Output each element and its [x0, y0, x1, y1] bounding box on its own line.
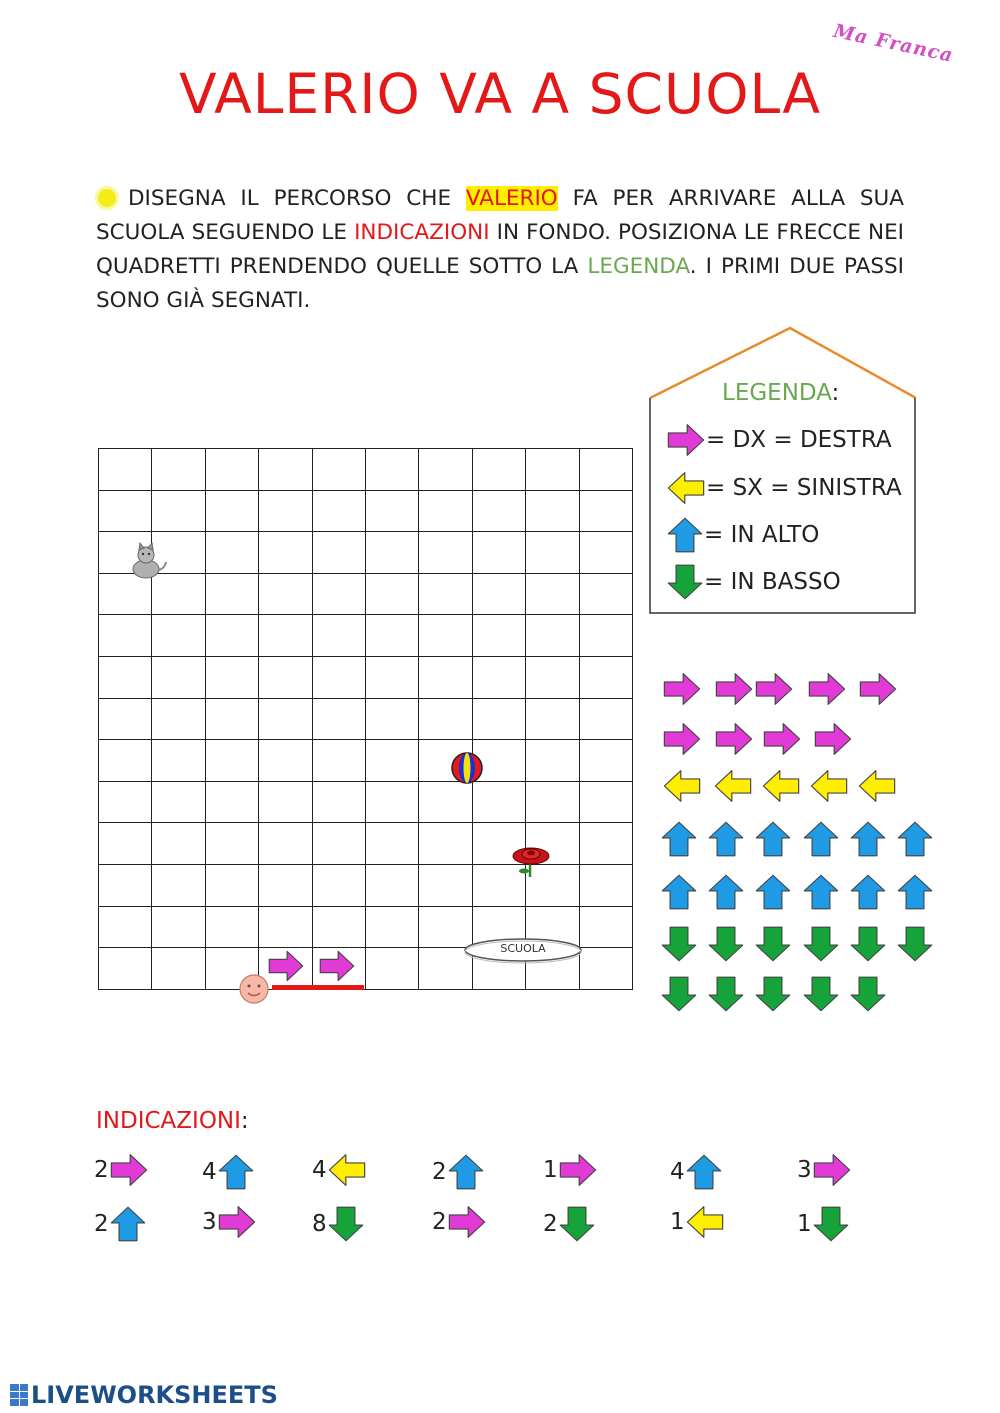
brand-footer — [10, 1381, 278, 1409]
page-title: VALERIO VA A SCUOLA — [178, 62, 822, 126]
legend-item-label: = DX = DESTRA — [706, 427, 892, 453]
pool-arrow-right-icon[interactable] — [813, 721, 853, 757]
grid-cell[interactable] — [99, 740, 152, 782]
grid-cell[interactable] — [205, 740, 258, 782]
grid-cell[interactable] — [259, 781, 312, 823]
grid-cell[interactable] — [419, 823, 472, 865]
pool-arrow-up-icon[interactable] — [660, 872, 698, 912]
indication-step — [94, 1204, 147, 1244]
brand-logo-icon — [10, 1384, 28, 1406]
grid-cell[interactable] — [205, 906, 258, 948]
instructions-text-2: FA PER ARRIVARE ALLA SUA SCUOLA SEGUENDO LE — [96, 186, 904, 245]
path-grid — [98, 448, 633, 990]
grid-cell[interactable] — [99, 823, 152, 865]
grid-cell[interactable] — [472, 490, 525, 532]
pool-arrow-right-icon[interactable] — [662, 671, 702, 707]
grid-cell[interactable] — [205, 657, 258, 699]
pool-arrow-left-icon[interactable] — [713, 768, 753, 804]
grid-cell[interactable] — [312, 657, 365, 699]
grid-cell[interactable] — [579, 740, 632, 782]
grid-cell[interactable] — [259, 865, 312, 907]
grid-row — [99, 657, 633, 699]
grid-cell[interactable] — [579, 532, 632, 574]
grid-cell[interactable] — [419, 865, 472, 907]
indication-arrow-right-icon — [558, 1152, 598, 1188]
pool-arrow-up-icon[interactable] — [802, 819, 840, 859]
grid-cell[interactable] — [152, 615, 205, 657]
indication-count: 3 — [202, 1209, 217, 1235]
start-path-line — [272, 985, 364, 990]
grid-cell[interactable] — [419, 657, 472, 699]
pool-arrow-right-icon[interactable] — [662, 721, 702, 757]
grid-cell[interactable] — [365, 449, 418, 491]
pool-arrow-down-icon[interactable] — [849, 974, 887, 1014]
grid-cell[interactable] — [205, 698, 258, 740]
pool-arrow-up-icon[interactable] — [849, 872, 887, 912]
pool-arrow-down-icon[interactable] — [896, 924, 934, 964]
pool-arrow-down-icon[interactable] — [707, 974, 745, 1014]
grid-cell[interactable] — [312, 865, 365, 907]
pool-arrow-up-icon[interactable] — [754, 819, 792, 859]
indication-step — [543, 1152, 598, 1188]
grid-cell[interactable] — [579, 449, 632, 491]
grid-cell[interactable] — [99, 906, 152, 948]
grid-cell[interactable] — [419, 573, 472, 615]
pool-arrow-down-icon[interactable] — [802, 974, 840, 1014]
grid-row — [99, 490, 633, 532]
grid-cell[interactable] — [472, 532, 525, 574]
instructions-highlight-legenda: LEGENDA — [587, 254, 690, 279]
indication-arrow-right-icon — [109, 1152, 149, 1188]
grid-cell[interactable] — [99, 657, 152, 699]
pool-arrow-right-icon[interactable] — [754, 671, 794, 707]
grid-cell[interactable] — [259, 449, 312, 491]
indication-step — [543, 1204, 596, 1244]
grid-step-arrow-right-icon — [318, 949, 356, 983]
pool-arrow-up-icon[interactable] — [896, 819, 934, 859]
indication-arrow-down-icon — [558, 1204, 596, 1244]
grid-cell[interactable] — [579, 823, 632, 865]
legend-item-label: = IN BASSO — [704, 569, 841, 595]
legend-arrow-up-icon — [666, 516, 704, 554]
legend-item-right — [666, 422, 892, 458]
grid-cell[interactable] — [99, 615, 152, 657]
grid-row — [99, 532, 633, 574]
grid-cell[interactable] — [365, 948, 418, 990]
flower-icon — [508, 843, 554, 879]
grid-cell[interactable] — [205, 532, 258, 574]
grid-cell[interactable] — [259, 490, 312, 532]
indication-count: 2 — [432, 1159, 447, 1185]
indication-count: 1 — [797, 1211, 812, 1237]
indication-arrow-left-icon — [685, 1204, 725, 1240]
legend-item-up — [666, 516, 819, 554]
grid-cell[interactable] — [526, 615, 579, 657]
grid-cell[interactable] — [312, 698, 365, 740]
grid-cell[interactable] — [365, 823, 418, 865]
grid-cell[interactable] — [472, 573, 525, 615]
grid-cell[interactable] — [152, 823, 205, 865]
indication-arrow-up-icon — [447, 1152, 485, 1192]
grid-row — [99, 698, 633, 740]
grid-cell[interactable] — [99, 781, 152, 823]
grid-cell[interactable] — [579, 948, 632, 990]
pool-arrow-down-icon[interactable] — [707, 924, 745, 964]
grid-cell[interactable] — [365, 698, 418, 740]
legend-arrow-right-icon — [666, 422, 706, 458]
legend-arrow-down-icon — [666, 563, 704, 601]
grid-cell[interactable] — [205, 573, 258, 615]
grid-cell[interactable] — [312, 906, 365, 948]
instructions-highlight-valerio: VALERIO — [465, 186, 558, 211]
indication-count: 8 — [312, 1211, 327, 1237]
pool-arrow-right-icon[interactable] — [762, 721, 802, 757]
indication-count: 4 — [202, 1159, 217, 1185]
grid-cell[interactable] — [152, 490, 205, 532]
grid-cell[interactable] — [205, 781, 258, 823]
grid-row — [99, 449, 633, 491]
grid-cell[interactable] — [579, 698, 632, 740]
indication-step — [312, 1152, 367, 1188]
legend-item-left — [666, 470, 902, 506]
indication-step — [312, 1204, 365, 1244]
instructions-text-3: IN FONDO. POSIZIONA LE FRECCE NEI QUADRETTI PRENDENDO QUELLE SOTTO LA — [96, 220, 904, 279]
grid-cell[interactable] — [312, 615, 365, 657]
grid-cell[interactable] — [365, 781, 418, 823]
grid-cell[interactable] — [152, 698, 205, 740]
indication-count: 2 — [432, 1209, 447, 1235]
grid-cell[interactable] — [365, 532, 418, 574]
pool-arrow-up-icon[interactable] — [849, 819, 887, 859]
indication-step — [432, 1152, 485, 1192]
pool-arrow-down-icon[interactable] — [660, 974, 698, 1014]
grid-cell[interactable] — [152, 449, 205, 491]
indication-arrow-right-icon — [217, 1204, 257, 1240]
grid-cell[interactable] — [205, 449, 258, 491]
indication-arrow-up-icon — [109, 1204, 147, 1244]
indication-step — [432, 1204, 487, 1240]
pool-arrow-up-icon[interactable] — [707, 872, 745, 912]
grid-cell[interactable] — [579, 657, 632, 699]
indication-step — [94, 1152, 149, 1188]
grid-cell[interactable] — [259, 615, 312, 657]
grid-cell[interactable] — [419, 781, 472, 823]
grid-cell[interactable] — [205, 865, 258, 907]
grid-cell[interactable] — [152, 948, 205, 990]
author-signature: Ma Franca — [831, 20, 956, 67]
indication-arrow-right-icon — [447, 1204, 487, 1240]
pool-arrow-down-icon[interactable] — [754, 924, 792, 964]
grid-cell[interactable] — [365, 906, 418, 948]
indication-count: 1 — [543, 1157, 558, 1183]
grid-cell[interactable] — [472, 615, 525, 657]
grid-cell[interactable] — [259, 740, 312, 782]
pool-arrow-up-icon[interactable] — [660, 819, 698, 859]
pool-arrow-right-icon[interactable] — [714, 721, 754, 757]
legend-title-colon: : — [831, 380, 840, 406]
indication-arrow-up-icon — [217, 1152, 255, 1192]
indication-arrow-down-icon — [812, 1204, 850, 1244]
pool-arrow-down-icon[interactable] — [802, 924, 840, 964]
indications-title — [96, 1108, 249, 1134]
grid-cell[interactable] — [579, 615, 632, 657]
instructions-paragraph — [96, 182, 904, 318]
legend-item-label: = SX = SINISTRA — [706, 475, 902, 501]
grid-cell[interactable] — [259, 532, 312, 574]
brand-name: LIVEWORKSHEETS — [31, 1381, 278, 1409]
grid-cell[interactable] — [365, 865, 418, 907]
pool-arrow-right-icon[interactable] — [807, 671, 847, 707]
indications-title-text: INDICAZIONI — [96, 1108, 241, 1134]
indication-count: 4 — [670, 1159, 685, 1185]
pool-arrow-right-icon[interactable] — [714, 671, 754, 707]
indication-step — [670, 1204, 725, 1240]
grid-cell[interactable] — [365, 615, 418, 657]
pool-arrow-down-icon[interactable] — [754, 974, 792, 1014]
grid-cell[interactable] — [205, 615, 258, 657]
indications-title-colon: : — [240, 1108, 249, 1134]
grid-cell[interactable] — [312, 532, 365, 574]
grid-cell[interactable] — [526, 573, 579, 615]
indication-step — [670, 1152, 723, 1192]
indication-step — [797, 1204, 850, 1244]
grid-cell[interactable] — [579, 781, 632, 823]
indication-count: 2 — [543, 1211, 558, 1237]
grid-cell[interactable] — [312, 740, 365, 782]
grid-cell[interactable] — [152, 865, 205, 907]
pool-arrow-down-icon[interactable] — [660, 924, 698, 964]
grid-cell[interactable] — [526, 532, 579, 574]
grid-cell[interactable] — [526, 490, 579, 532]
grid-cell[interactable] — [365, 573, 418, 615]
grid-cell[interactable] — [312, 449, 365, 491]
indication-arrow-left-icon — [327, 1152, 367, 1188]
grid-cell[interactable] — [99, 490, 152, 532]
grid-cell[interactable] — [99, 948, 152, 990]
grid-row — [99, 573, 633, 615]
ball-icon — [445, 751, 489, 785]
grid-cell[interactable] — [99, 449, 152, 491]
cat-icon — [128, 542, 170, 580]
indication-count: 4 — [312, 1157, 327, 1183]
grid-row — [99, 740, 633, 782]
pool-arrow-left-icon[interactable] — [662, 768, 702, 804]
grid-cell[interactable] — [472, 698, 525, 740]
grid-cell[interactable] — [312, 781, 365, 823]
grid-cell[interactable] — [419, 449, 472, 491]
grid-cell[interactable] — [419, 490, 472, 532]
grid-cell[interactable] — [259, 698, 312, 740]
grid-cell[interactable] — [259, 657, 312, 699]
grid-cell[interactable] — [259, 573, 312, 615]
grid-cell[interactable] — [152, 781, 205, 823]
legend-title-text: LEGENDA — [722, 380, 832, 406]
pool-arrow-up-icon[interactable] — [707, 819, 745, 859]
grid-cell[interactable] — [579, 906, 632, 948]
grid-row — [99, 615, 633, 657]
grid-cell[interactable] — [526, 781, 579, 823]
grid-cell[interactable] — [99, 698, 152, 740]
grid-cell[interactable] — [526, 449, 579, 491]
pool-arrow-up-icon[interactable] — [802, 872, 840, 912]
grid-cell[interactable] — [259, 823, 312, 865]
indication-count: 1 — [670, 1209, 685, 1235]
grid-cell[interactable] — [579, 573, 632, 615]
legend-title — [722, 380, 839, 406]
pool-arrow-right-icon[interactable] — [858, 671, 898, 707]
grid-cell[interactable] — [259, 906, 312, 948]
grid-cell[interactable] — [419, 615, 472, 657]
legend-arrow-left-icon — [666, 470, 706, 506]
grid-cell[interactable] — [152, 657, 205, 699]
grid-cell[interactable] — [365, 740, 418, 782]
legend-item-down — [666, 563, 841, 601]
indication-step — [202, 1152, 255, 1192]
indication-count: 3 — [797, 1157, 812, 1183]
grid-cell[interactable] — [205, 823, 258, 865]
grid-cell[interactable] — [312, 823, 365, 865]
grid-step-arrow-right-icon — [267, 949, 305, 983]
grid-cell[interactable] — [472, 657, 525, 699]
pool-arrow-down-icon[interactable] — [849, 924, 887, 964]
grid-cell[interactable] — [312, 573, 365, 615]
grid-cell[interactable] — [472, 781, 525, 823]
instructions-highlight-indicazioni: INDICAZIONI — [354, 220, 490, 245]
grid-cell[interactable] — [419, 698, 472, 740]
pool-arrow-up-icon[interactable] — [896, 872, 934, 912]
indication-count: 2 — [94, 1157, 109, 1183]
grid-cell[interactable] — [526, 740, 579, 782]
grid-cell[interactable] — [365, 657, 418, 699]
instructions-text-4: . I PRIMI DUE PASSI SONO GIÀ SEGNATI. — [96, 254, 904, 313]
grid-cell[interactable] — [312, 490, 365, 532]
pool-arrow-left-icon[interactable] — [809, 768, 849, 804]
grid-cell[interactable] — [579, 490, 632, 532]
indication-arrow-down-icon — [327, 1204, 365, 1244]
sun-icon — [98, 189, 116, 207]
grid-cell[interactable] — [152, 740, 205, 782]
instructions-text-1: DISEGNA IL PERCORSO CHE — [128, 186, 466, 211]
grid-cell[interactable] — [152, 906, 205, 948]
pool-arrow-left-icon[interactable] — [761, 768, 801, 804]
grid-cell[interactable] — [419, 532, 472, 574]
indication-step — [797, 1152, 852, 1188]
grid-cell[interactable] — [365, 490, 418, 532]
indication-arrow-right-icon — [812, 1152, 852, 1188]
grid-cell[interactable] — [579, 865, 632, 907]
grid-cell[interactable] — [472, 449, 525, 491]
indication-step — [202, 1204, 257, 1240]
indication-arrow-up-icon — [685, 1152, 723, 1192]
grid-row — [99, 781, 633, 823]
pool-arrow-up-icon[interactable] — [754, 872, 792, 912]
pool-arrow-left-icon[interactable] — [857, 768, 897, 804]
indication-count: 2 — [94, 1211, 109, 1237]
grid-cell[interactable] — [526, 657, 579, 699]
legend-item-label: = IN ALTO — [704, 522, 820, 548]
grid-cell[interactable] — [205, 490, 258, 532]
grid-cell[interactable] — [99, 865, 152, 907]
school-label: SCUOLA — [500, 942, 546, 955]
grid-cell[interactable] — [526, 698, 579, 740]
